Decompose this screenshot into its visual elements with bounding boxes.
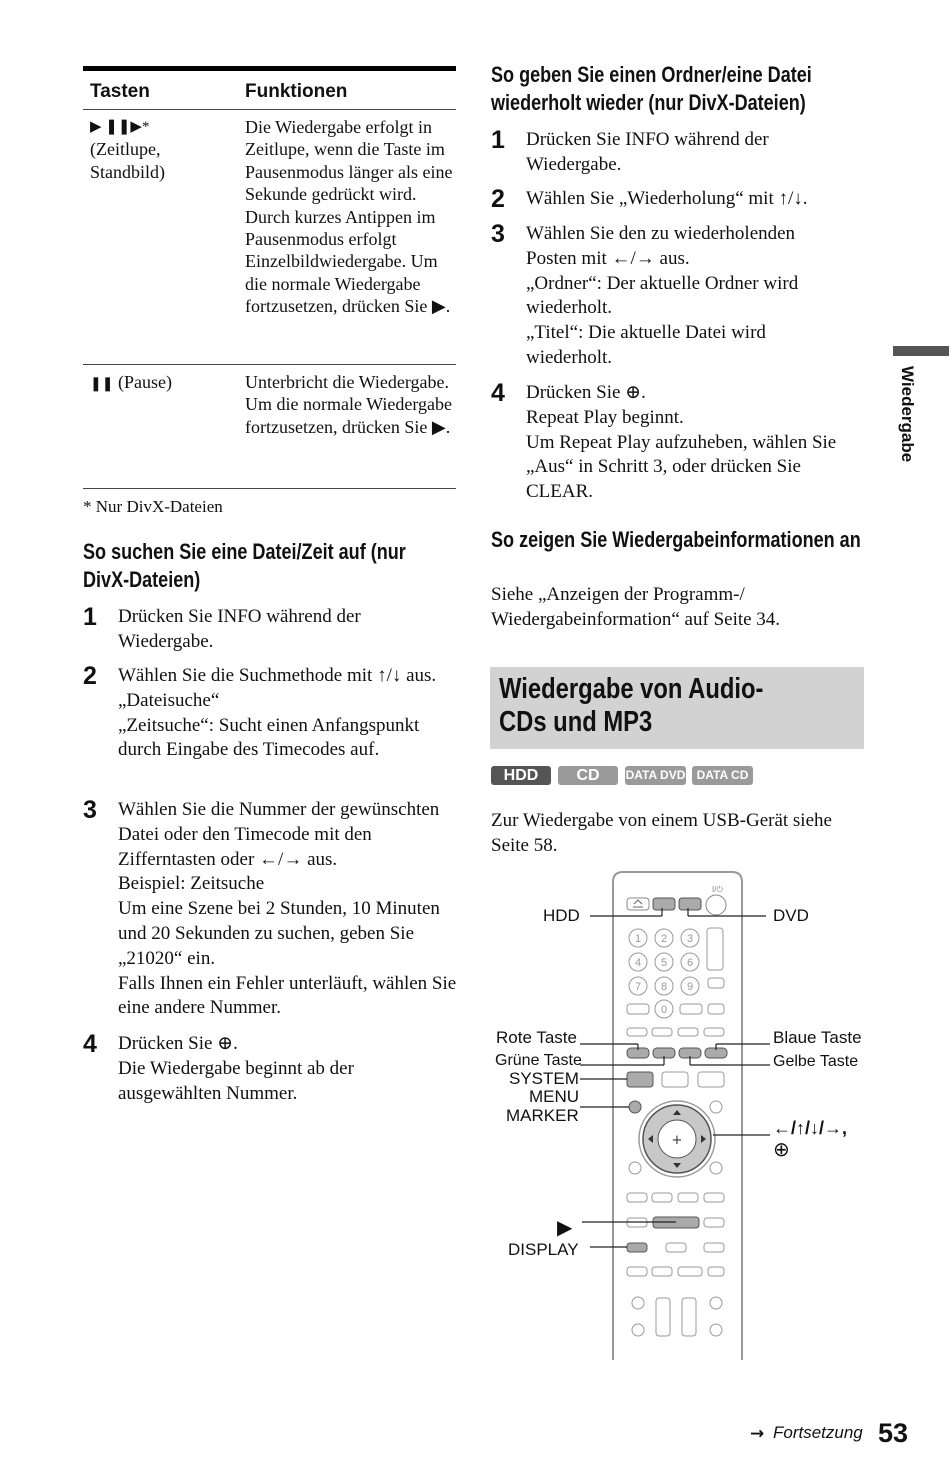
red-button-label: Rote Taste (496, 1028, 577, 1047)
function-table (83, 66, 456, 489)
green-button-label: Grüne Taste (495, 1052, 582, 1069)
function-cell: Die Wiedergabe erfolgt in Zeitlupe, wenn die Taste im Pausenmodus länger als eine Sekunde gedrückt wird. Durch kurzes Antippen im Pausenmodus erfolgt Einzelbildwiedergabe. Um die normale Wiedergabe fortzusetzen, drücken Sie ▶. (245, 117, 453, 317)
marker-label: MARKER (506, 1106, 579, 1125)
step-number: 2 (83, 662, 97, 690)
step-number: 3 (491, 220, 505, 248)
page-number: 53 (878, 1418, 909, 1448)
step-number: 2 (491, 185, 505, 213)
svg-text:5: 5 (660, 957, 668, 969)
table-footnote: * Nur DivX-Dateien (83, 497, 223, 516)
key-label: (Zeitlupe, Standbild) (90, 139, 165, 182)
repeat-heading (491, 61, 931, 117)
blue-button-label: Blaue Taste (773, 1028, 862, 1047)
function-cell: Unterbricht die Wiedergabe. Um die normale Wiedergabe fortzusetzen, drücken Sie ▶. (245, 372, 453, 437)
svg-text:4: 4 (634, 957, 642, 969)
yellow-button-label: Gelbe Taste (773, 1053, 859, 1070)
svg-text:+: + (671, 1133, 683, 1148)
svg-text:6: 6 (686, 957, 694, 969)
continuation-text: Fortsetzung (773, 1423, 863, 1442)
key-cell (90, 371, 240, 396)
dvd-label: DVD (773, 906, 809, 925)
header-functions: Funktionen (245, 81, 348, 102)
step-number: 4 (83, 1030, 97, 1058)
side-tab-bar (893, 346, 949, 356)
info-heading-text: So zeigen Sie Wiedergabeinformationen an (491, 527, 861, 552)
key-cell (90, 116, 240, 183)
system-label: SYSTEM (509, 1069, 579, 1088)
side-tab-label: Wiedergabe (898, 366, 917, 463)
search-heading (83, 538, 533, 594)
svg-text:0: 0 (660, 1004, 668, 1016)
hdd-label: HDD (543, 906, 580, 925)
svg-text:7: 7 (634, 981, 642, 993)
step-text: Wählen Sie die Suchmethode mit ↑/↓ aus. „Dateisuche“ „Zeitsuche“: Sucht einen Anfangspunkt durch Eingabe des Timecodes auf. (118, 665, 437, 761)
audio-intro: Zur Wiedergabe von einem USB-Gerät siehe Seite 58. (491, 810, 832, 856)
svg-text:9: 9 (686, 981, 694, 993)
play-icon: ▶ (557, 1217, 573, 1239)
repeat-heading-text: So geben Sie einen Ordner/eine Datei wiederholt wieder (nur DivX-Dateien) (491, 62, 812, 115)
enter-icon: ⊕ (773, 1139, 790, 1161)
continuation-arrow-icon: → (750, 1424, 765, 1444)
step-number: 1 (491, 126, 505, 154)
header-keys: Tasten (90, 81, 150, 102)
data-dvd-badge: DATA DVD (625, 766, 686, 785)
step-text: Wählen Sie die Nummer der gewünschten Datei oder den Timecode mit den Zifferntasten oder ←/→ aus. Beispiel: Zeitsuche Um eine Szene bei 2 Stunden, 10 Minuten und 20 Sekunden zu suchen, geben Sie „21020“ ein. Falls Ihnen ein Fehler unterläuft, wählen Sie eine andere Nummer. (118, 799, 457, 1019)
step-text: Wählen Sie den zu wiederholenden Posten mit ←/→ aus. „Ordner“: Der aktuelle Ordner wird wiederholt. „Titel“: Die aktuelle Datei wird wiederholt. (526, 223, 799, 368)
step-text: Drücken Sie ⊕. Repeat Play beginnt. Um Repeat Play aufzuheben, wählen Sie „Aus“ in Schritt 3, oder drücken Sie CLEAR. (526, 382, 837, 503)
info-text: Siehe „Anzeigen der Programm-/ Wiedergabeinformation“ auf Seite 34. (491, 584, 781, 630)
cd-badge: CD (558, 766, 618, 785)
display-label: DISPLAY (508, 1240, 579, 1259)
svg-text:8: 8 (660, 981, 668, 993)
step-text: Drücken Sie INFO während der Wiedergabe. (526, 129, 769, 175)
hdd-badge: HDD (491, 766, 551, 785)
step-text: Wählen Sie „Wiederholung“ mit ↑/↓. (526, 188, 808, 209)
banner-title: Wiedergabe von Audio-CDs und MP3 (499, 673, 764, 738)
table-row (83, 365, 456, 489)
step-number: 1 (83, 603, 97, 631)
menu-label: MENU (529, 1087, 580, 1106)
data-cd-badge: DATA CD (692, 766, 753, 785)
section-banner (490, 667, 864, 749)
side-tab (893, 366, 919, 466)
step-text: Drücken Sie INFO während der Wiedergabe. (118, 606, 361, 652)
table-header (83, 71, 456, 110)
step-text: Drücken Sie ⊕. Die Wiedergabe beginnt ab der ausgewählten Nummer. (118, 1033, 354, 1104)
search-heading-text: So suchen Sie eine Datei/Zeit auf (nur DivX-Dateien) (83, 539, 406, 592)
svg-text:2: 2 (660, 933, 668, 945)
step-number: 3 (83, 796, 97, 824)
info-heading (491, 526, 931, 554)
arrow-keys-label: ←/↑/↓/→, (773, 1118, 848, 1138)
svg-text:I/⏻: I/⏻ (712, 885, 723, 894)
key-label: (Pause) (117, 372, 172, 392)
slow-still-key-icon: ▶ ❚❚▶* (90, 119, 150, 135)
pause-icon: ❚❚ (90, 377, 114, 392)
svg-text:3: 3 (686, 933, 694, 945)
svg-text:1: 1 (634, 933, 642, 945)
table-row (83, 110, 456, 365)
step-number: 4 (491, 379, 505, 407)
